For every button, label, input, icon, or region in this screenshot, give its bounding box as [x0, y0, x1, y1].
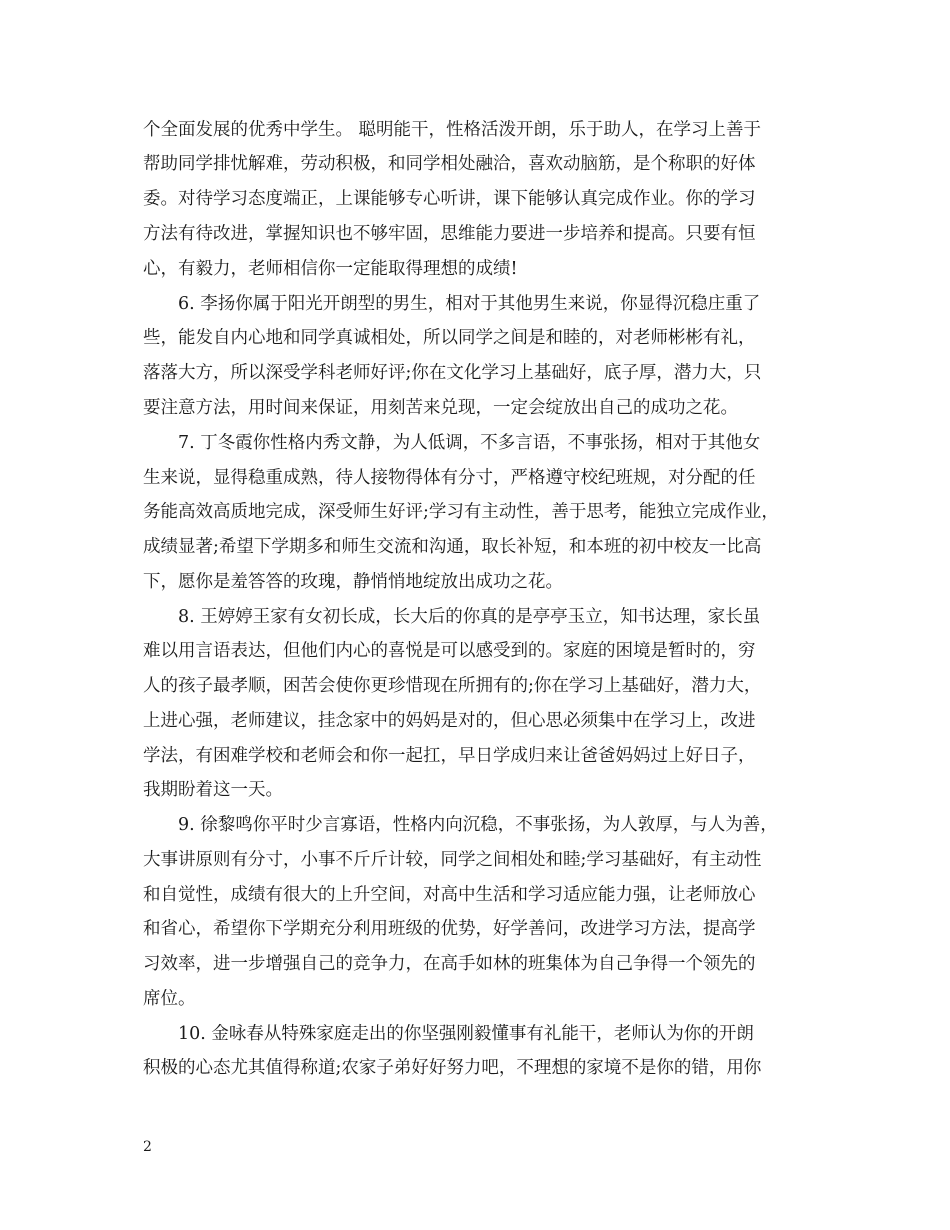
paragraph-10-start: 10. 金咏春从特殊家庭走出的你坚强刚毅懂事有礼能干，老师认为你的开朗 [178, 1024, 754, 1044]
text-line: 要注意方法，用时间来保证，用刻苦来兑现，一定会绽放出自己的成功之花。 [143, 398, 738, 418]
text-line: 下，愿你是羞答答的玫瑰，静悄悄地绽放出成功之花。 [143, 572, 563, 592]
text-line: 积极的心态尤其值得称道;农家子弟好好努力吧，不理想的家境不是你的错，用你 [143, 1058, 762, 1078]
text-line: 心，有毅力，老师相信你一定能取得理想的成绩! [143, 259, 518, 279]
text-line: 席位。 [143, 989, 196, 1009]
text-line: 大事讲原则有分寸，小事不斤斤计较，同学之间相处和睦;学习基础好，有主动性 [143, 850, 762, 870]
text-line: 难以用言语表达，但他们内心的喜悦是可以感受到的。家庭的困境是暂时的，穷 [143, 641, 756, 661]
paragraph-6-start: 6. 李扬你属于阳光开朗型的男生，相对于其他男生来说，你显得沉稳庄重了 [178, 294, 761, 314]
paragraph-8-start: 8. 王婷婷王家有女初长成，长大后的你真的是亭亭玉立，知书达理，家长虽 [178, 607, 761, 627]
text-line: 生来说，显得稳重成熟，待人接物得体有分寸，严格遵守校纪班规，对分配的任 [143, 468, 756, 488]
text-line: 和自觉性，成绩有很大的上升空间，对高中生活和学习适应能力强，让老师放心 [143, 885, 756, 905]
text-line: 我期盼着这一天。 [143, 780, 283, 800]
text-line: 和省心，希望你下学期充分利用班级的优势，好学善问，改进学习方法，提高学 [143, 919, 756, 939]
text-line: 帮助同学排忧解难，劳动积极，和同学相处融洽，喜欢动脑筋，是个称职的好体 [143, 154, 756, 174]
text-line: 上进心强，老师建议，挂念家中的妈妈是对的，但心思必须集中在学习上，改进 [143, 711, 756, 731]
text-line: 个全面发展的优秀中学生。 聪明能干，性格活泼开朗，乐于助人，在学习上善于 [143, 120, 762, 140]
text-line: 方法有待改进，掌握知识也不够牢固，思维能力要进一步培养和提高。只要有恒 [143, 224, 756, 244]
text-line: 落落大方，所以深受学科老师好评;你在文化学习上基础好，底子厚，潜力大，只 [143, 363, 762, 383]
text-line: 学法，有困难学校和老师会和你一起扛，早日学成归来让爸爸妈妈过上好日子， [143, 746, 756, 766]
page-number: 2 [143, 1139, 152, 1155]
paragraph-9-start: 9. 徐黎鸣你平时少言寡语，性格内向沉稳，不事张扬，为人敦厚，与人为善， [178, 815, 778, 835]
paragraph-7-start: 7. 丁冬霞你性格内秀文静，为人低调，不多言语，不事张扬，相对于其他女 [178, 433, 761, 453]
text-line: 成绩显著;希望下学期多和师生交流和沟通，取长补短，和本班的初中校友一比高 [143, 537, 762, 557]
text-line: 委。对待学习态度端正，上课能够专心听讲，课下能够认真完成作业。你的学习 [143, 189, 756, 209]
text-line: 些，能发自内心地和同学真诚相处，所以同学之间是和睦的，对老师彬彬有礼， [143, 328, 756, 348]
text-line: 务能高效高质地完成，深受师生好评;学习有主动性，善于思考，能独立完成作业， [143, 502, 779, 522]
text-line: 习效率，进一步增强自己的竞争力，在高手如林的班集体为自己争得一个领先的 [143, 954, 756, 974]
text-line: 人的孩子最孝顺，困苦会使你更珍惜现在所拥有的;你在学习上基础好，潜力大， [143, 676, 762, 696]
